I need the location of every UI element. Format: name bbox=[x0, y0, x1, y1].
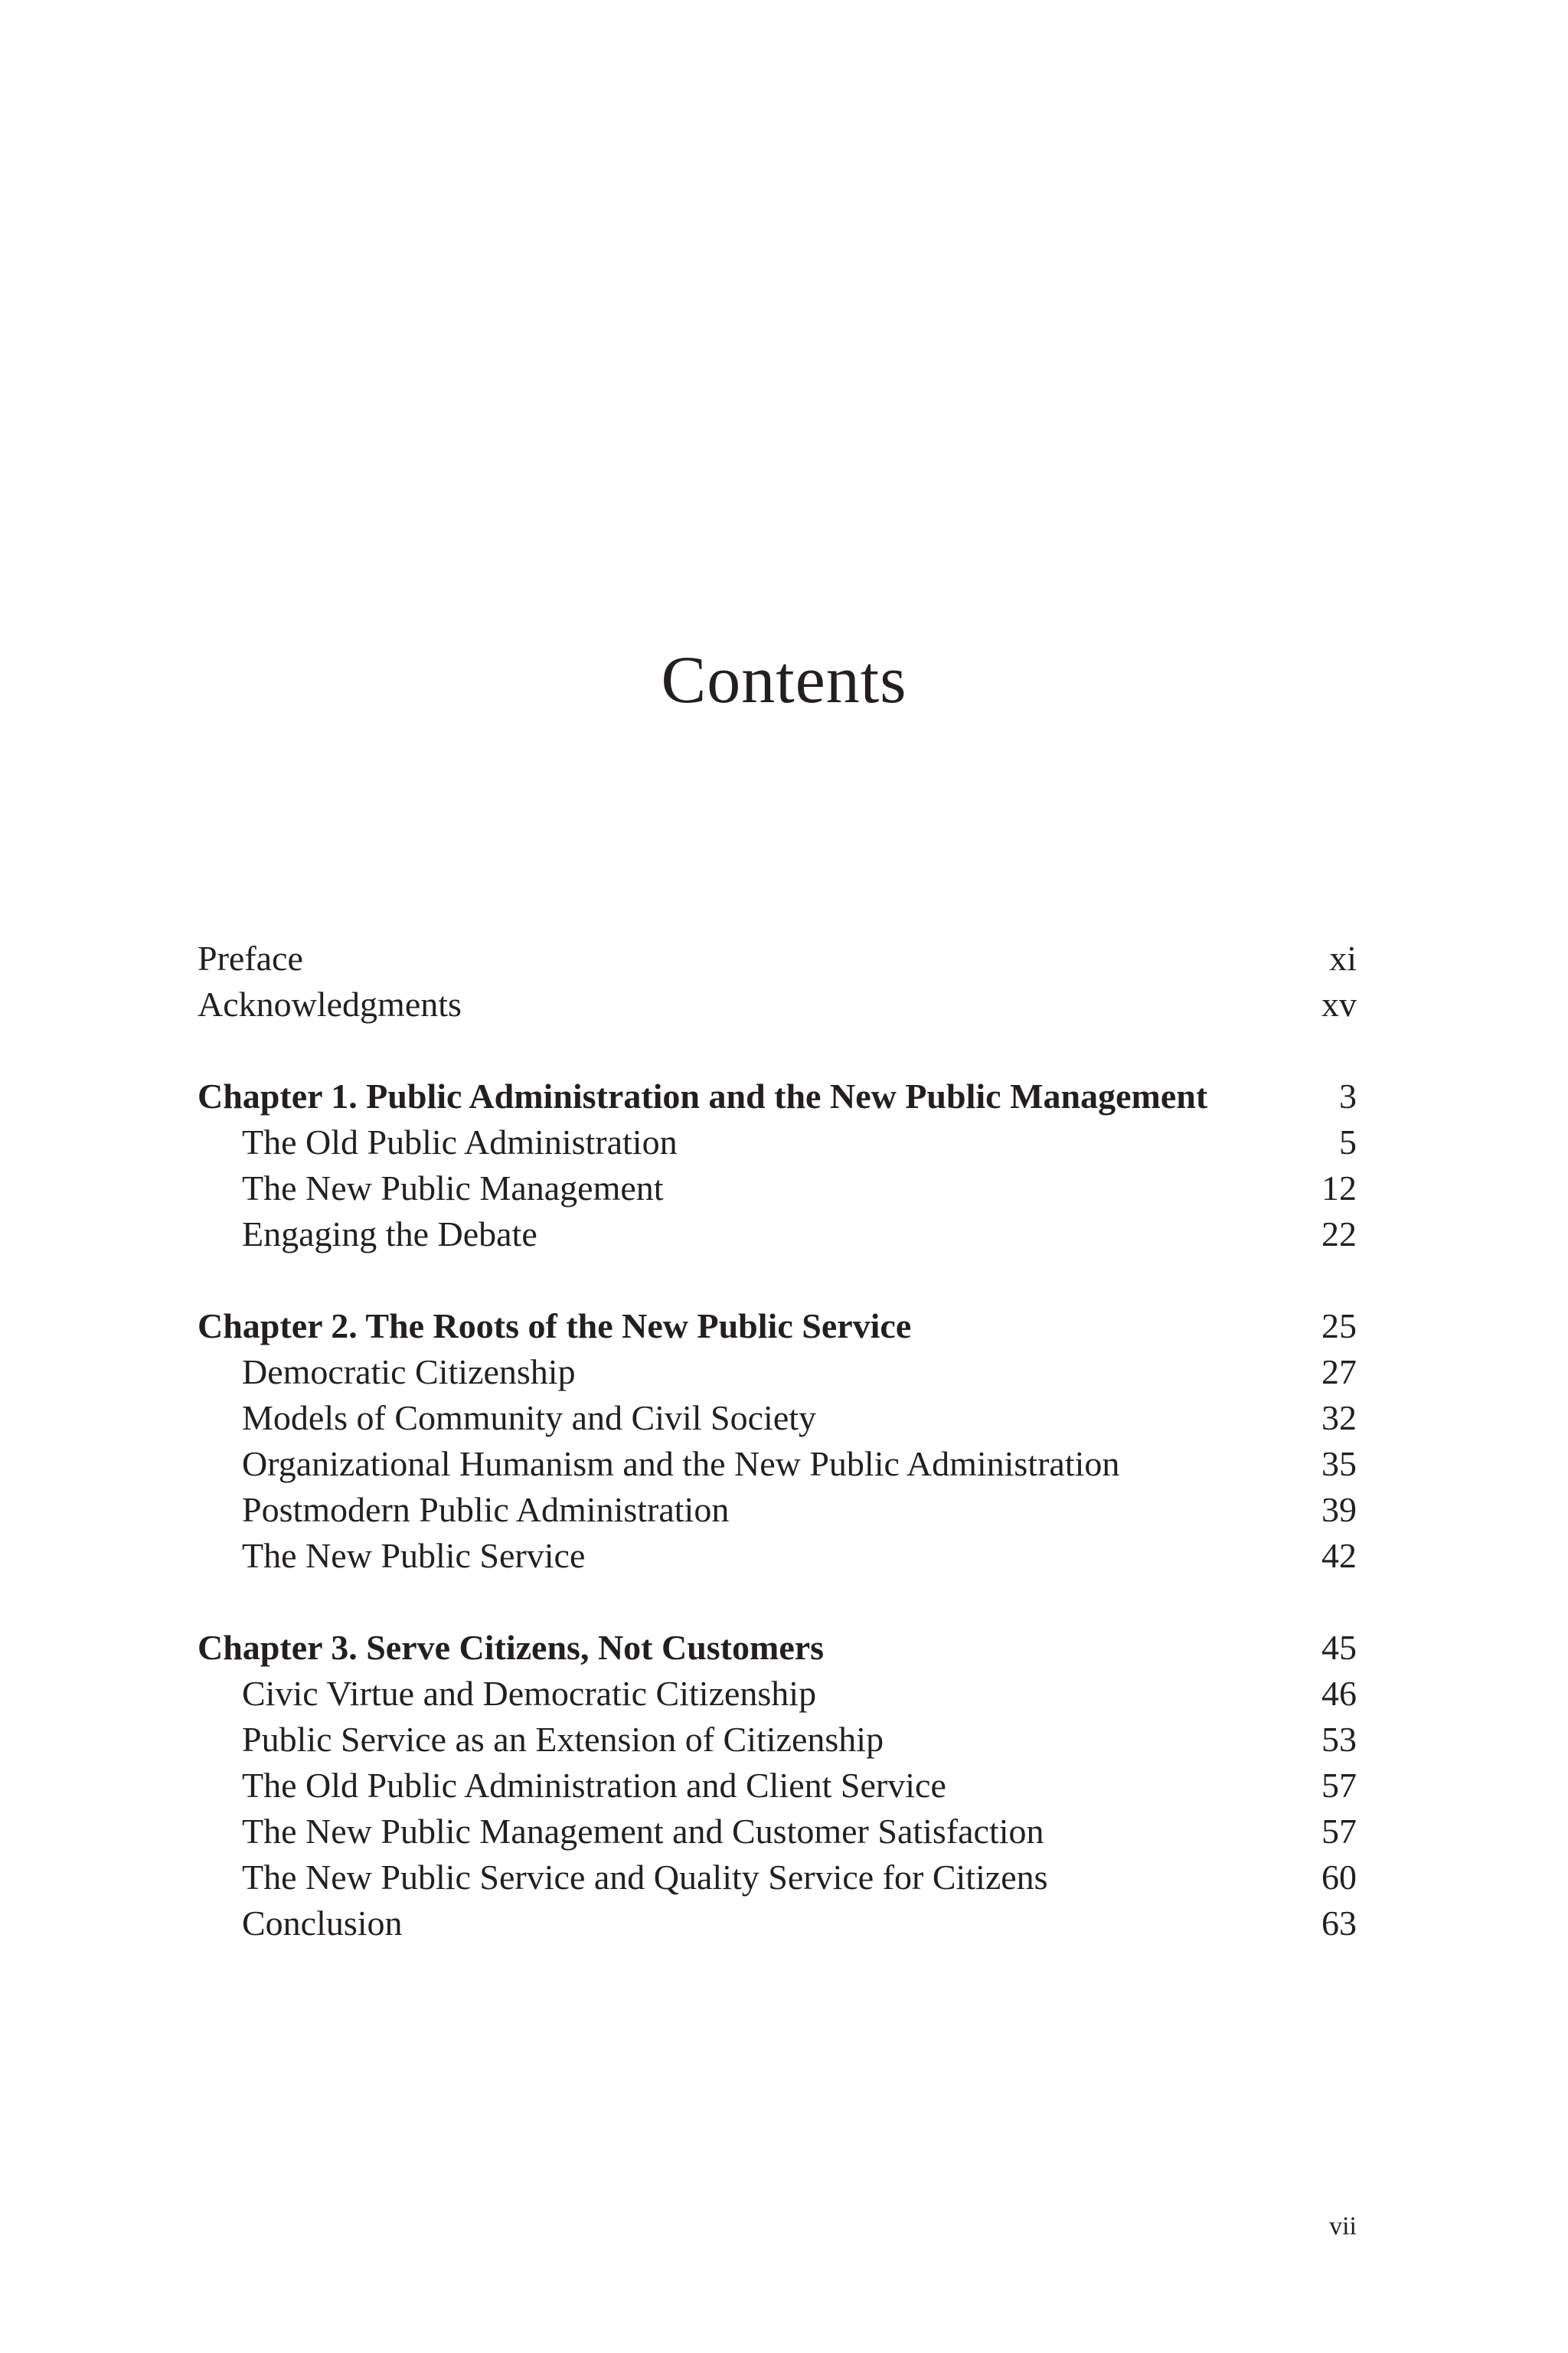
toc-section-page: 53 bbox=[1321, 1720, 1357, 1759]
toc-section-label: Conclusion bbox=[242, 1904, 403, 1943]
section-spacer bbox=[198, 1257, 1357, 1303]
toc-section-label: Postmodern Public Administration bbox=[242, 1490, 730, 1529]
toc-section-label: The New Public Management bbox=[242, 1168, 664, 1208]
toc-section-page: 63 bbox=[1321, 1904, 1357, 1943]
toc-entry-preface[interactable] bbox=[198, 936, 1357, 982]
toc-section-page: 57 bbox=[1321, 1812, 1357, 1851]
toc-entry-acknowledgments[interactable] bbox=[198, 982, 1357, 1028]
toc-section-page: 27 bbox=[1321, 1352, 1357, 1391]
toc-chapter-label: Chapter 1. Public Administration and the New Public Management bbox=[198, 1077, 1208, 1116]
toc-chapter-page: 3 bbox=[1339, 1077, 1357, 1116]
toc-chapter-1[interactable] bbox=[198, 1074, 1357, 1119]
toc-section[interactable] bbox=[198, 1717, 1357, 1763]
page-title: Contents bbox=[661, 642, 907, 717]
toc-chapter-3[interactable] bbox=[198, 1625, 1357, 1671]
toc-section[interactable] bbox=[198, 1441, 1357, 1487]
toc-section-label: The Old Public Administration bbox=[242, 1123, 678, 1162]
toc-section[interactable] bbox=[198, 1487, 1357, 1533]
toc-section-label: Engaging the Debate bbox=[242, 1214, 537, 1253]
toc-chapter-2[interactable] bbox=[198, 1303, 1357, 1349]
toc-section-label: Public Service as an Extension of Citizenship bbox=[242, 1720, 884, 1759]
toc-section-label: The New Public Service and Quality Service for Citizens bbox=[242, 1858, 1048, 1897]
toc-section[interactable] bbox=[198, 1809, 1357, 1855]
toc-chapter-page: 45 bbox=[1321, 1628, 1357, 1667]
toc-chapter-page: 25 bbox=[1321, 1306, 1357, 1345]
toc-section-page: 5 bbox=[1339, 1123, 1357, 1162]
toc-section[interactable] bbox=[198, 1900, 1357, 1946]
toc-section-label: Democratic Citizenship bbox=[242, 1352, 576, 1391]
toc-section[interactable] bbox=[198, 1763, 1357, 1809]
toc-section[interactable] bbox=[198, 1395, 1357, 1441]
toc-section[interactable] bbox=[198, 1349, 1357, 1395]
toc-entry-label: Acknowledgments bbox=[198, 985, 462, 1024]
toc-section[interactable] bbox=[198, 1533, 1357, 1579]
toc-section-page: 39 bbox=[1321, 1490, 1357, 1529]
toc-chapter-label: Chapter 2. The Roots of the New Public Service bbox=[198, 1306, 912, 1345]
toc-section-label: The New Public Service bbox=[242, 1536, 586, 1575]
toc-section-page: 46 bbox=[1321, 1674, 1357, 1713]
toc-section[interactable] bbox=[198, 1671, 1357, 1717]
toc-section-page: 32 bbox=[1321, 1398, 1357, 1437]
toc-section-label: The New Public Management and Customer Satisfaction bbox=[242, 1812, 1044, 1851]
toc-entry-label: Preface bbox=[198, 939, 303, 978]
toc-section-page: 60 bbox=[1321, 1858, 1357, 1897]
section-spacer bbox=[198, 1028, 1357, 1074]
toc-section-label: Organizational Humanism and the New Public Administration bbox=[242, 1444, 1120, 1483]
toc-entry-page: xv bbox=[1321, 985, 1357, 1024]
toc-section[interactable] bbox=[198, 1165, 1357, 1211]
toc-entry-page: xi bbox=[1329, 939, 1357, 978]
toc-section-page: 12 bbox=[1321, 1168, 1357, 1208]
toc-section[interactable] bbox=[198, 1211, 1357, 1257]
toc-chapter-label: Chapter 3. Serve Citizens, Not Customers bbox=[198, 1628, 825, 1667]
toc-section-page: 42 bbox=[1321, 1536, 1357, 1575]
toc-section-label: Models of Community and Civil Society bbox=[242, 1398, 817, 1437]
table-of-contents bbox=[198, 936, 1357, 1946]
toc-section-label: The Old Public Administration and Client Service bbox=[242, 1766, 946, 1805]
toc-section-page: 57 bbox=[1321, 1766, 1357, 1805]
toc-section[interactable] bbox=[198, 1855, 1357, 1900]
section-spacer bbox=[198, 1579, 1357, 1625]
toc-section-label: Civic Virtue and Democratic Citizenship bbox=[242, 1674, 817, 1713]
page-number: vii bbox=[1329, 2212, 1357, 2240]
toc-section-page: 35 bbox=[1321, 1444, 1357, 1483]
toc-section-page: 22 bbox=[1321, 1214, 1357, 1253]
toc-section[interactable] bbox=[198, 1119, 1357, 1165]
